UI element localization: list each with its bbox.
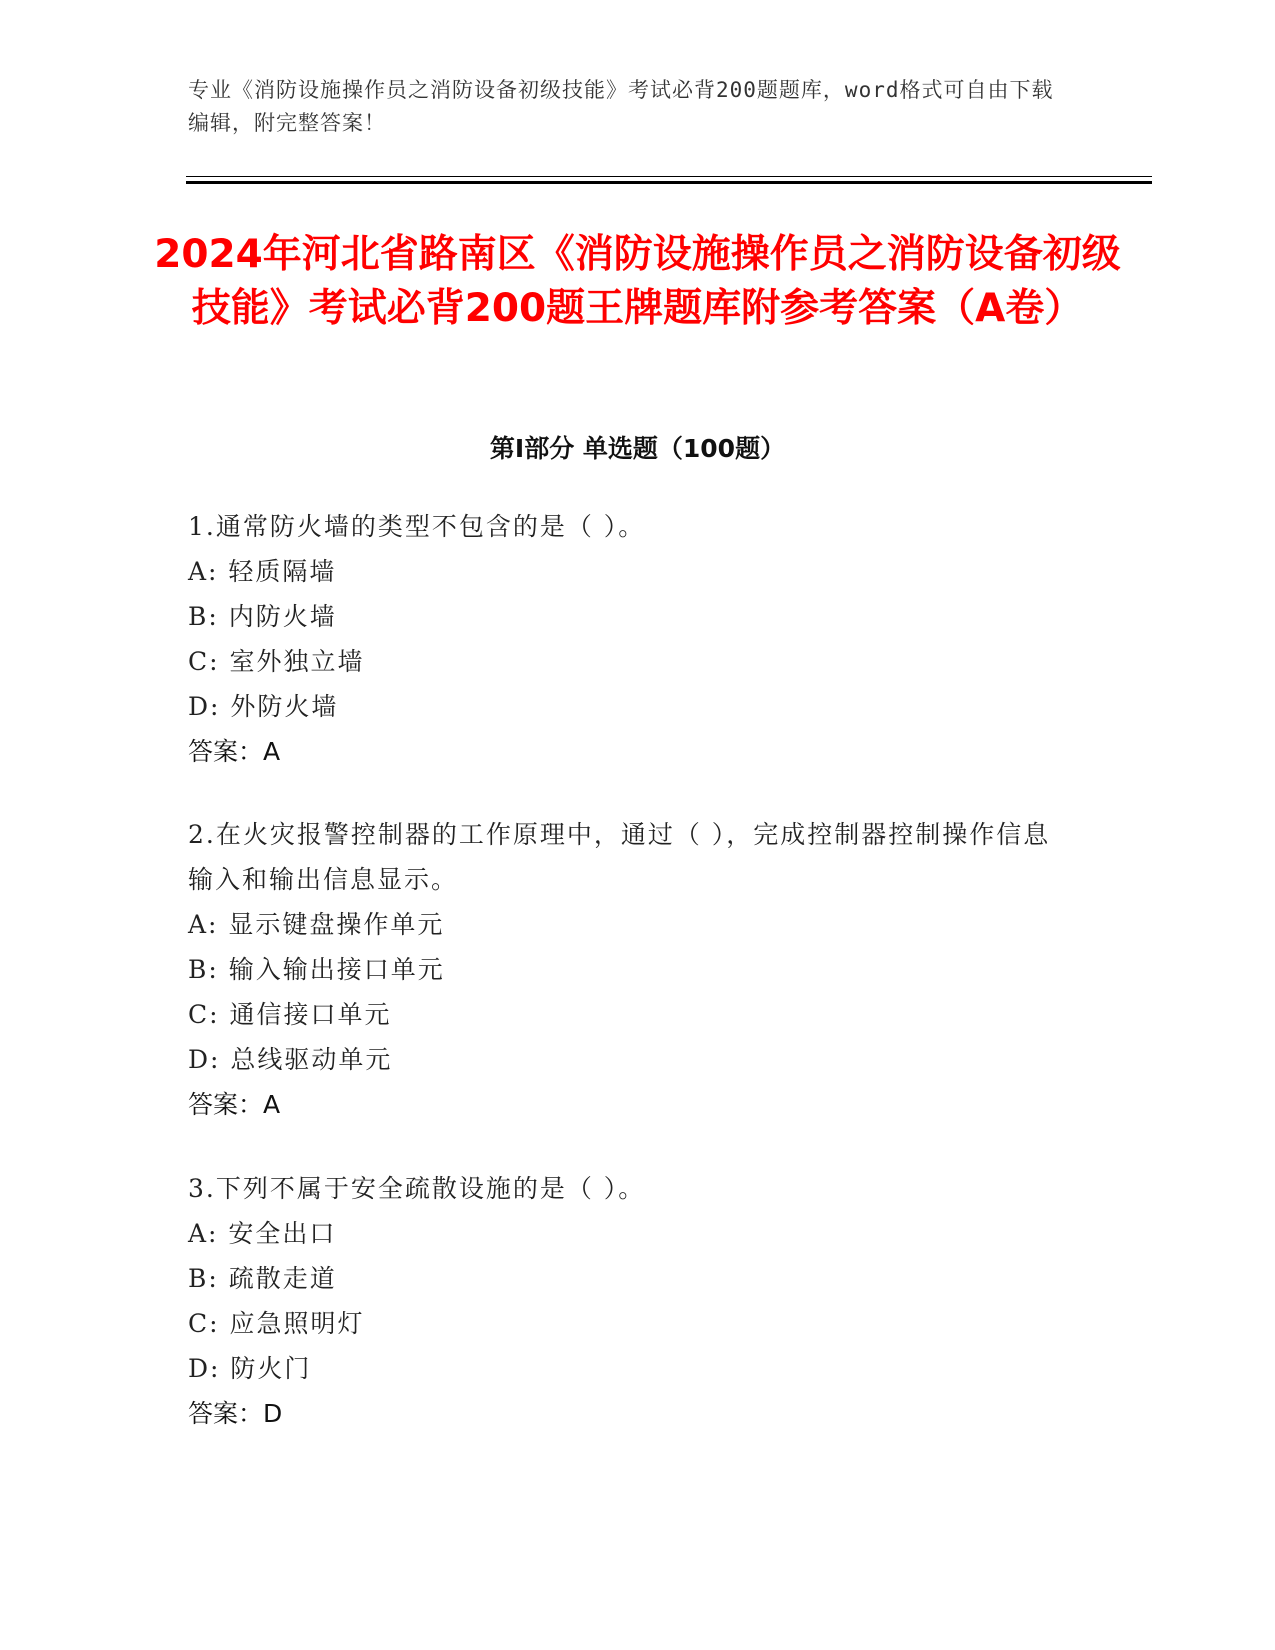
option-d: D: 总线驱动单元 xyxy=(188,1045,393,1074)
question-stem: 1.通常防火墙的类型不包含的是（ ）。 xyxy=(188,512,646,541)
document-title: 2024年河北省路南区《消防设施操作员之消防设备初级技能》考试必背200题王牌题库附参考答案（A卷） xyxy=(154,232,1121,331)
question-2 xyxy=(188,812,1068,1127)
option-c: C: 应急照明灯 xyxy=(188,1309,365,1338)
header-note: 专业《消防设施操作员之消防设备初级技能》考试必背200题题库，word格式可自由下载编辑，附完整答案！ xyxy=(188,78,1054,135)
option-a: A: 轻质隔墙 xyxy=(188,557,337,586)
option-a: A: 显示键盘操作单元 xyxy=(188,910,445,939)
header-rule-thick xyxy=(186,181,1152,184)
option-b: B: 输入输出接口单元 xyxy=(188,955,445,984)
question-stem: 2.在火灾报警控制器的工作原理中，通过（ ），完成控制器控制操作信息输入和输出信息显示。 xyxy=(188,820,1051,894)
question-1 xyxy=(188,504,1068,774)
option-b: B: 疏散走道 xyxy=(188,1264,337,1293)
option-b: B: 内防火墙 xyxy=(188,602,337,631)
option-d: D: 外防火墙 xyxy=(188,692,339,721)
answer: 答案：A xyxy=(188,1090,281,1119)
answer: 答案：D xyxy=(188,1399,283,1428)
option-d: D: 防火门 xyxy=(188,1354,312,1383)
option-a: A: 安全出口 xyxy=(188,1219,337,1248)
option-c: C: 通信接口单元 xyxy=(188,1000,392,1029)
question-stem: 3.下列不属于安全疏散设施的是（ ）。 xyxy=(188,1174,646,1203)
section-title: 第I部分 单选题（100题） xyxy=(489,434,786,463)
question-3 xyxy=(188,1166,1068,1436)
answer: 答案：A xyxy=(188,737,281,766)
header-rule-thin xyxy=(186,176,1152,177)
option-c: C: 室外独立墙 xyxy=(188,647,365,676)
